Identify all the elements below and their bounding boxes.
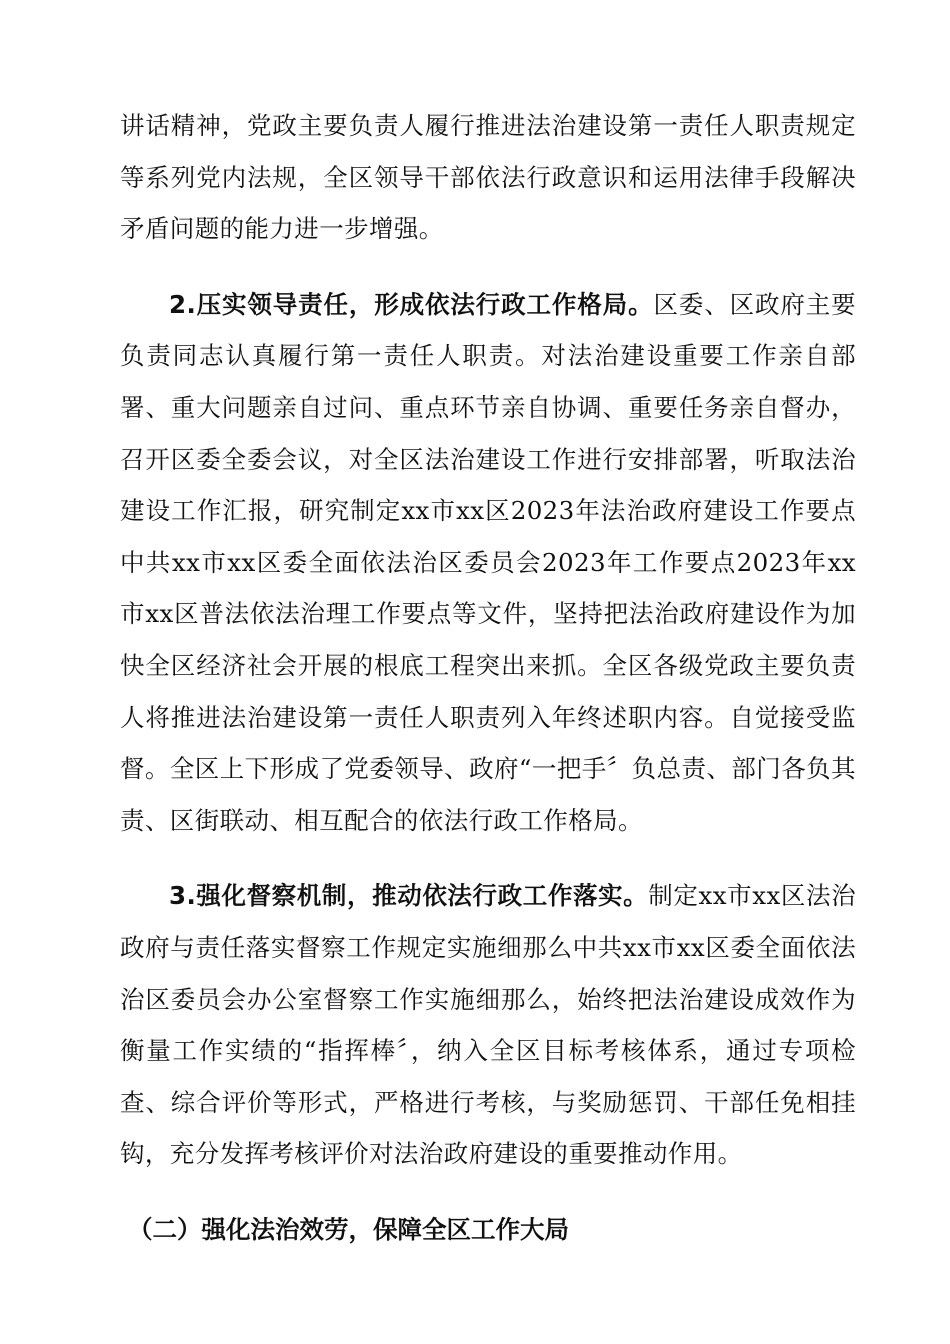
section-2-heading: （二）强化法治效劳，保障全区工作大局 <box>128 1214 569 1244</box>
continuation-paragraph: 讲话精神，党政主要负责人履行推进法治建设第一责任人职责规定等系列党内法规，全区领导干部依法行政意识和运用法律手段解决矛盾问题的能力进一步增强。 <box>120 111 856 244</box>
item-3-paragraph <box>120 870 856 1180</box>
item-3-heading: 3.强化督察机制，推动依法行政工作落实。 <box>169 881 649 911</box>
item-2-paragraph <box>120 279 856 847</box>
item-3-body: 制定xx市xx区法治政府与责任落实督察工作规定实施细那么中共xx市xx区委全面依法治区委员会办公室督察工作实施细那么，始终把法治建设成效作为衡量工作实绩的“指挥棒〞，纳入全区目标考核体系，通过专项检查、综合评价等形式，严格进行考核，与奖励惩罚、干部任免相挂钩，充分发挥考核评价对法治政府建设的重要推动作用。 <box>120 881 856 1169</box>
document-page <box>120 100 856 1255</box>
item-2-body: 区委、区政府主要负责同志认真履行第一责任人职责。对法治建设重要工作亲自部署、重大问题亲自过问、重点环节亲自协调、重要任务亲自督办，召开区委全委会议，对全区法治建设工作进行安排部署，听取法治建设工作汇报，研究制定xx市xx区2023年法治政府建设工作要点中共xx市xx区委全面依法治区委员会2023年工作要点2023年xx市xx区普法依法治理工作要点等文件，坚持把法治政府建设作为加快全区经济社会开展的根底工程突出来抓。全区各级党政主要负责人将推进法治建设第一责任人职责列入年终述职内容。自觉接受监督。全区上下形成了党委领导、政府“一把手〞负总责、部门各负其责、区街联动、相互配合的依法行政工作格局。 <box>120 289 857 835</box>
item-2-heading: 2.压实领导责任，形成依法行政工作格局。 <box>169 289 654 319</box>
